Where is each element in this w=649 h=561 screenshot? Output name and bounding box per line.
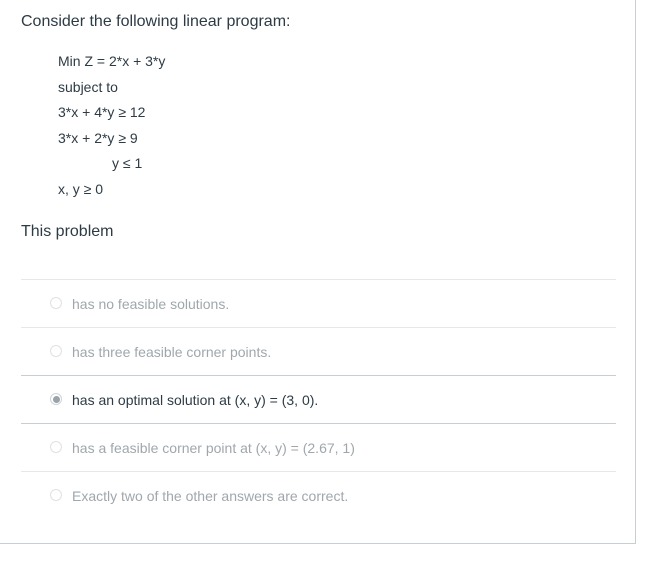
answer-list [21, 279, 616, 519]
constraint-1: 3*x + 4*y ≥ 12 [58, 104, 146, 120]
constraint-2: 3*x + 2*y ≥ 9 [58, 129, 138, 146]
answer-label: Exactly two of the other answers are correct. [72, 488, 349, 504]
question-prompt: Consider the following linear program: [21, 13, 291, 30]
radio-button-icon[interactable] [50, 345, 62, 357]
answer-option-3[interactable] [21, 375, 616, 423]
nonnegativity-constraint: x, y ≥ 0 [58, 180, 104, 197]
answer-option-4[interactable] [21, 423, 616, 471]
radio-button-icon[interactable] [50, 297, 62, 309]
answer-option-1[interactable] [21, 279, 616, 327]
answer-option-2[interactable] [21, 327, 616, 375]
answer-label: has an optimal solution at (x, y) = (3, 0). [72, 392, 319, 408]
radio-button-checked-icon[interactable] [50, 393, 62, 405]
linear-program [58, 51, 165, 204]
subject-to-line: subject to [58, 78, 118, 95]
radio-button-icon[interactable] [50, 489, 62, 501]
answer-label: has no feasible solutions. [72, 296, 230, 312]
answer-label: has a feasible corner point at (x, y) = (2.67, 1) [72, 440, 355, 456]
answer-label: has three feasible corner points. [72, 344, 272, 360]
answer-option-5[interactable] [21, 471, 616, 519]
radio-button-icon[interactable] [50, 441, 62, 453]
constraint-3: y ≤ 1 [112, 155, 143, 171]
problem-statement: This problem [21, 223, 114, 240]
objective-line: Min Z = 2*x + 3*y [58, 53, 166, 69]
